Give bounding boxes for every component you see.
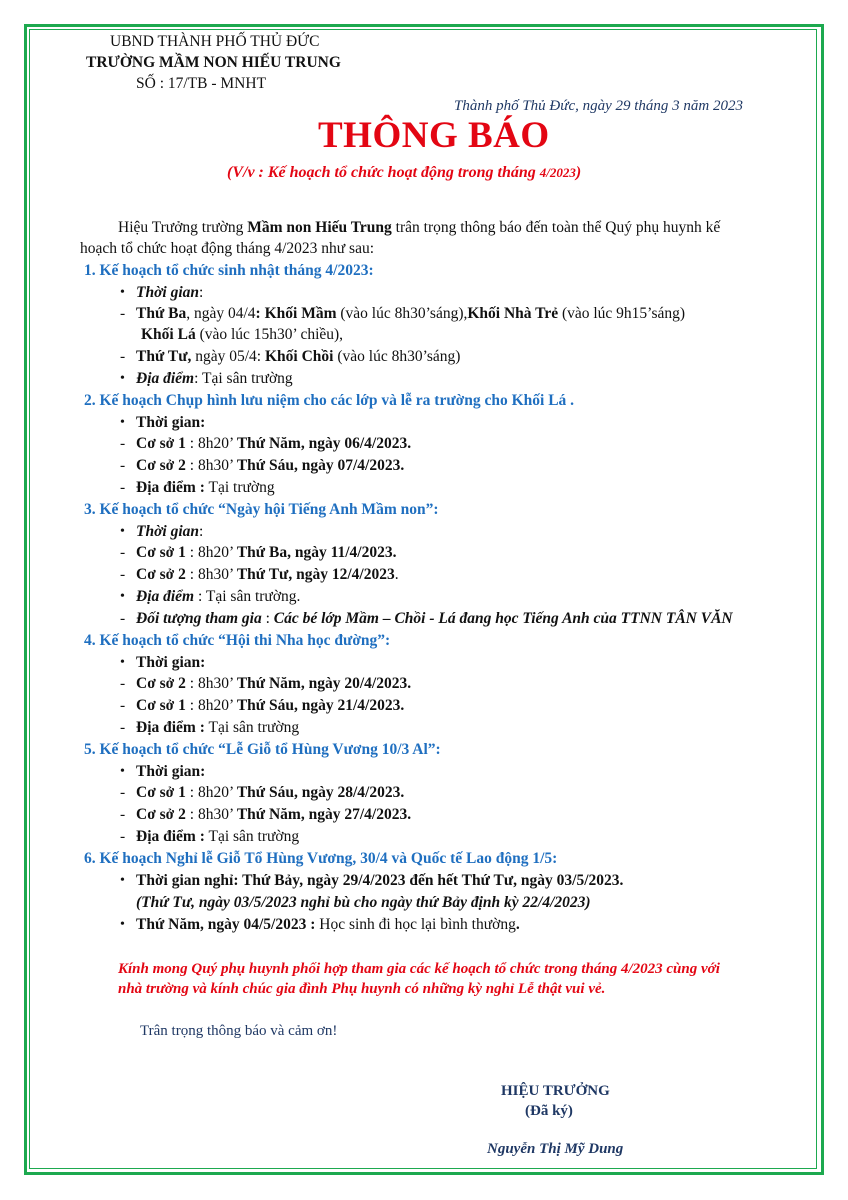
bullet-icon: • [120,371,125,386]
when: Thứ Sáu, ngày 21/4/2023. [236,697,405,714]
time: : 8h20’ [185,544,237,561]
date-line: Thành phố Thủ Đức, ngày 29 tháng 3 năm 2023 [454,98,744,114]
subtitle-main: (V/v : Kế hoạch tổ chức hoạt động trong tháng [227,164,540,181]
dash-icon: - [120,435,126,452]
when: Thứ Ba, ngày 11/4/2023. [236,544,397,561]
label: Thứ Năm, ngày 04/5/2023 : [136,916,316,933]
intro-text: Hiệu Trưởng trường [118,219,248,236]
section-4-heading: 4. Kế hoạch tổ chức “Hội thi Nha học đường”: [84,632,391,649]
dash-icon: - [120,610,126,627]
value: Học sinh đi học lại bình thường [315,916,516,933]
s2-row-2 [136,456,404,476]
time: : 8h20’ [185,784,237,801]
group: Khối Chồi [265,348,334,365]
s4-row-1 [136,674,411,694]
time: : 8h30’ [185,457,237,474]
s1-time-label [136,283,203,303]
bullet-icon: • [120,589,125,604]
value: Các bé lớp Mầm – Chồi - Lá đang học Tiếng Anh của TTNN TÂN VĂN [273,610,733,627]
bullet-icon: • [120,764,125,779]
value: : Tại sân trường [194,370,293,387]
closing-thanks: Trân trọng thông báo và cảm ơn! [140,1023,338,1039]
s5-time-label: Thời gian: [136,763,206,780]
dash-icon: - [120,544,126,561]
site: Cơ sở 2 [136,806,186,823]
dash-icon: - [120,479,126,496]
label: Địa điểm : [136,479,205,496]
when: Thứ Năm, ngày 20/4/2023. [236,675,412,692]
time: : 8h20’ [185,435,237,452]
when: Thứ Năm, ngày 06/4/2023. [236,435,412,452]
subtitle-month: 4/2023 [539,165,576,180]
group: Khối Mầm [264,305,337,322]
label: Địa điểm [136,588,195,605]
day: Thứ Tư, [136,348,192,365]
signature-name: Nguyễn Thị Mỹ Dung [487,1141,624,1157]
value: Tại trường [204,479,275,496]
bullet-icon: • [120,285,125,300]
time: (vào lúc 15h30’ chiều), [195,326,344,343]
s2-row-1 [136,434,411,454]
signature-role: HIỆU TRƯỞNG [501,1083,610,1099]
closing-line-1: Kính mong Quý phụ huynh phối hợp tham gia các kế hoạch tổ chức trong tháng 4/2023 cùng với [118,961,720,977]
s6-off-time: Thời gian nghỉ: Thứ Bảy, ngày 29/4/2023 đến hết Thứ Tư, ngày 03/5/2023. [136,872,624,889]
when: Thứ Năm, ngày 27/4/2023. [236,806,412,823]
colon: : [199,523,204,540]
subtitle-close: ) [575,164,582,181]
bullet-icon: • [120,415,125,430]
site: Cơ sở 2 [136,675,186,692]
page-title: THÔNG BÁO [318,115,550,156]
bullet-icon: • [120,873,125,888]
subtitle [227,163,581,183]
section-5-heading: 5. Kế hoạch tổ chức “Lễ Giỗ tổ Hùng Vương 10/3 Al”: [84,741,441,758]
site: Cơ sở 1 [136,784,186,801]
date: ngày 05/4: [191,348,265,365]
site: Cơ sở 1 [136,697,186,714]
school-name: TRƯỜNG MẦM NON HIẾU TRUNG [86,54,341,71]
s6-note: (Thứ Tư, ngày 03/5/2023 nghỉ bù cho ngày thứ Bảy định kỳ 22/4/2023) [136,894,591,911]
dash-icon: - [120,348,126,365]
intro-text-2: trân trọng thông báo đến toàn thể Quý phụ huynh kế [391,219,721,236]
s3-participants [136,609,733,629]
intro-line-1 [118,218,818,238]
section-1-heading: 1. Kế hoạch tổ chức sinh nhật tháng 4/2023: [84,262,374,279]
signature-status: (Đã ký) [525,1103,573,1119]
s1-place [136,369,293,389]
bullet-icon: • [120,655,125,670]
s1-row-2 [136,347,460,367]
dot: . [515,916,520,933]
when: Thứ Sáu, ngày 07/4/2023. [236,457,405,474]
dash-icon: - [120,305,126,322]
s2-time-label: Thời gian: [136,414,206,431]
section-2-heading: 2. Kế hoạch Chụp hình lưu niệm cho các lớp và lễ ra trường cho Khối Lá . [84,392,575,409]
section-6-heading: 6. Kế hoạch Nghỉ lễ Giỗ Tổ Hùng Vương, 30/4 và Quốc tế Lao động 1/5: [84,850,558,867]
s4-row-2 [136,696,404,716]
label: Địa điểm : [136,719,205,736]
time: : 8h20’ [185,697,237,714]
s4-time-label: Thời gian: [136,654,206,671]
dash-icon: - [120,675,126,692]
intro-school-name: Mầm non Hiếu Trung [247,219,392,236]
s3-row-2 [136,565,399,585]
dash-icon: - [120,784,126,801]
document-number: SỐ : 17/TB - MNHT [136,75,267,92]
bullet-icon: • [120,524,125,539]
s1-row-1b [141,325,343,345]
intro-line-2: hoạch tổ chức hoạt động tháng 4/2023 như sau: [80,240,375,257]
time: : 8h30’ [185,675,237,692]
value: : Tại sân trường. [194,588,301,605]
time: (vào lúc 8h30’sáng), [336,305,468,322]
label: Thời gian [136,284,200,301]
value: Tại sân trường [204,828,300,845]
site: Cơ sở 1 [136,544,186,561]
site: Cơ sở 1 [136,435,186,452]
s3-row-1 [136,543,396,563]
authority-name: UBND THÀNH PHỐ THỦ ĐỨC [110,33,320,50]
s3-place [136,587,300,607]
dash-icon: - [120,828,126,845]
dash-icon: - [120,719,126,736]
s2-place [136,478,275,498]
time: (vào lúc 8h30’sáng) [333,348,461,365]
date: , ngày 04/4 [186,305,256,322]
colon: : [199,284,204,301]
bullet-icon: • [120,917,125,932]
s1-row-1 [136,304,685,324]
s5-row-2 [136,805,411,825]
dot: . [394,566,399,583]
time: : 8h30’ [185,806,237,823]
dash-icon: - [120,806,126,823]
dash-icon: - [120,566,126,583]
s5-place [136,827,299,847]
s6-return [136,915,520,935]
label: Địa điểm : [136,828,205,845]
dash-icon: - [120,697,126,714]
label: Đối tượng tham gia [136,610,262,627]
time: : 8h30’ [185,566,237,583]
when: Thứ Sáu, ngày 28/4/2023. [236,784,405,801]
closing-line-2: nhà trường và kính chúc gia đình Phụ huynh có những kỳ nghỉ Lễ thật vui vẻ. [118,981,606,997]
when: Thứ Tư, ngày 12/4/2023 [236,566,395,583]
site: Cơ sở 2 [136,566,186,583]
group: Khối Lá [141,326,196,343]
label: Địa điểm [136,370,195,387]
sep: : [261,610,274,627]
time: (vào lúc 9h15’sáng) [558,305,686,322]
colon: : [255,305,265,322]
dash-icon: - [120,457,126,474]
section-3-heading: 3. Kế hoạch tổ chức “Ngày hội Tiếng Anh Mầm non”: [84,501,439,518]
value: Tại sân trường [204,719,300,736]
label: Thời gian [136,523,200,540]
s5-row-1 [136,783,404,803]
group: Khối Nhà Trẻ [467,305,559,322]
s3-time-label [136,522,203,542]
site: Cơ sở 2 [136,457,186,474]
day: Thứ Ba [136,305,187,322]
s4-place [136,718,299,738]
